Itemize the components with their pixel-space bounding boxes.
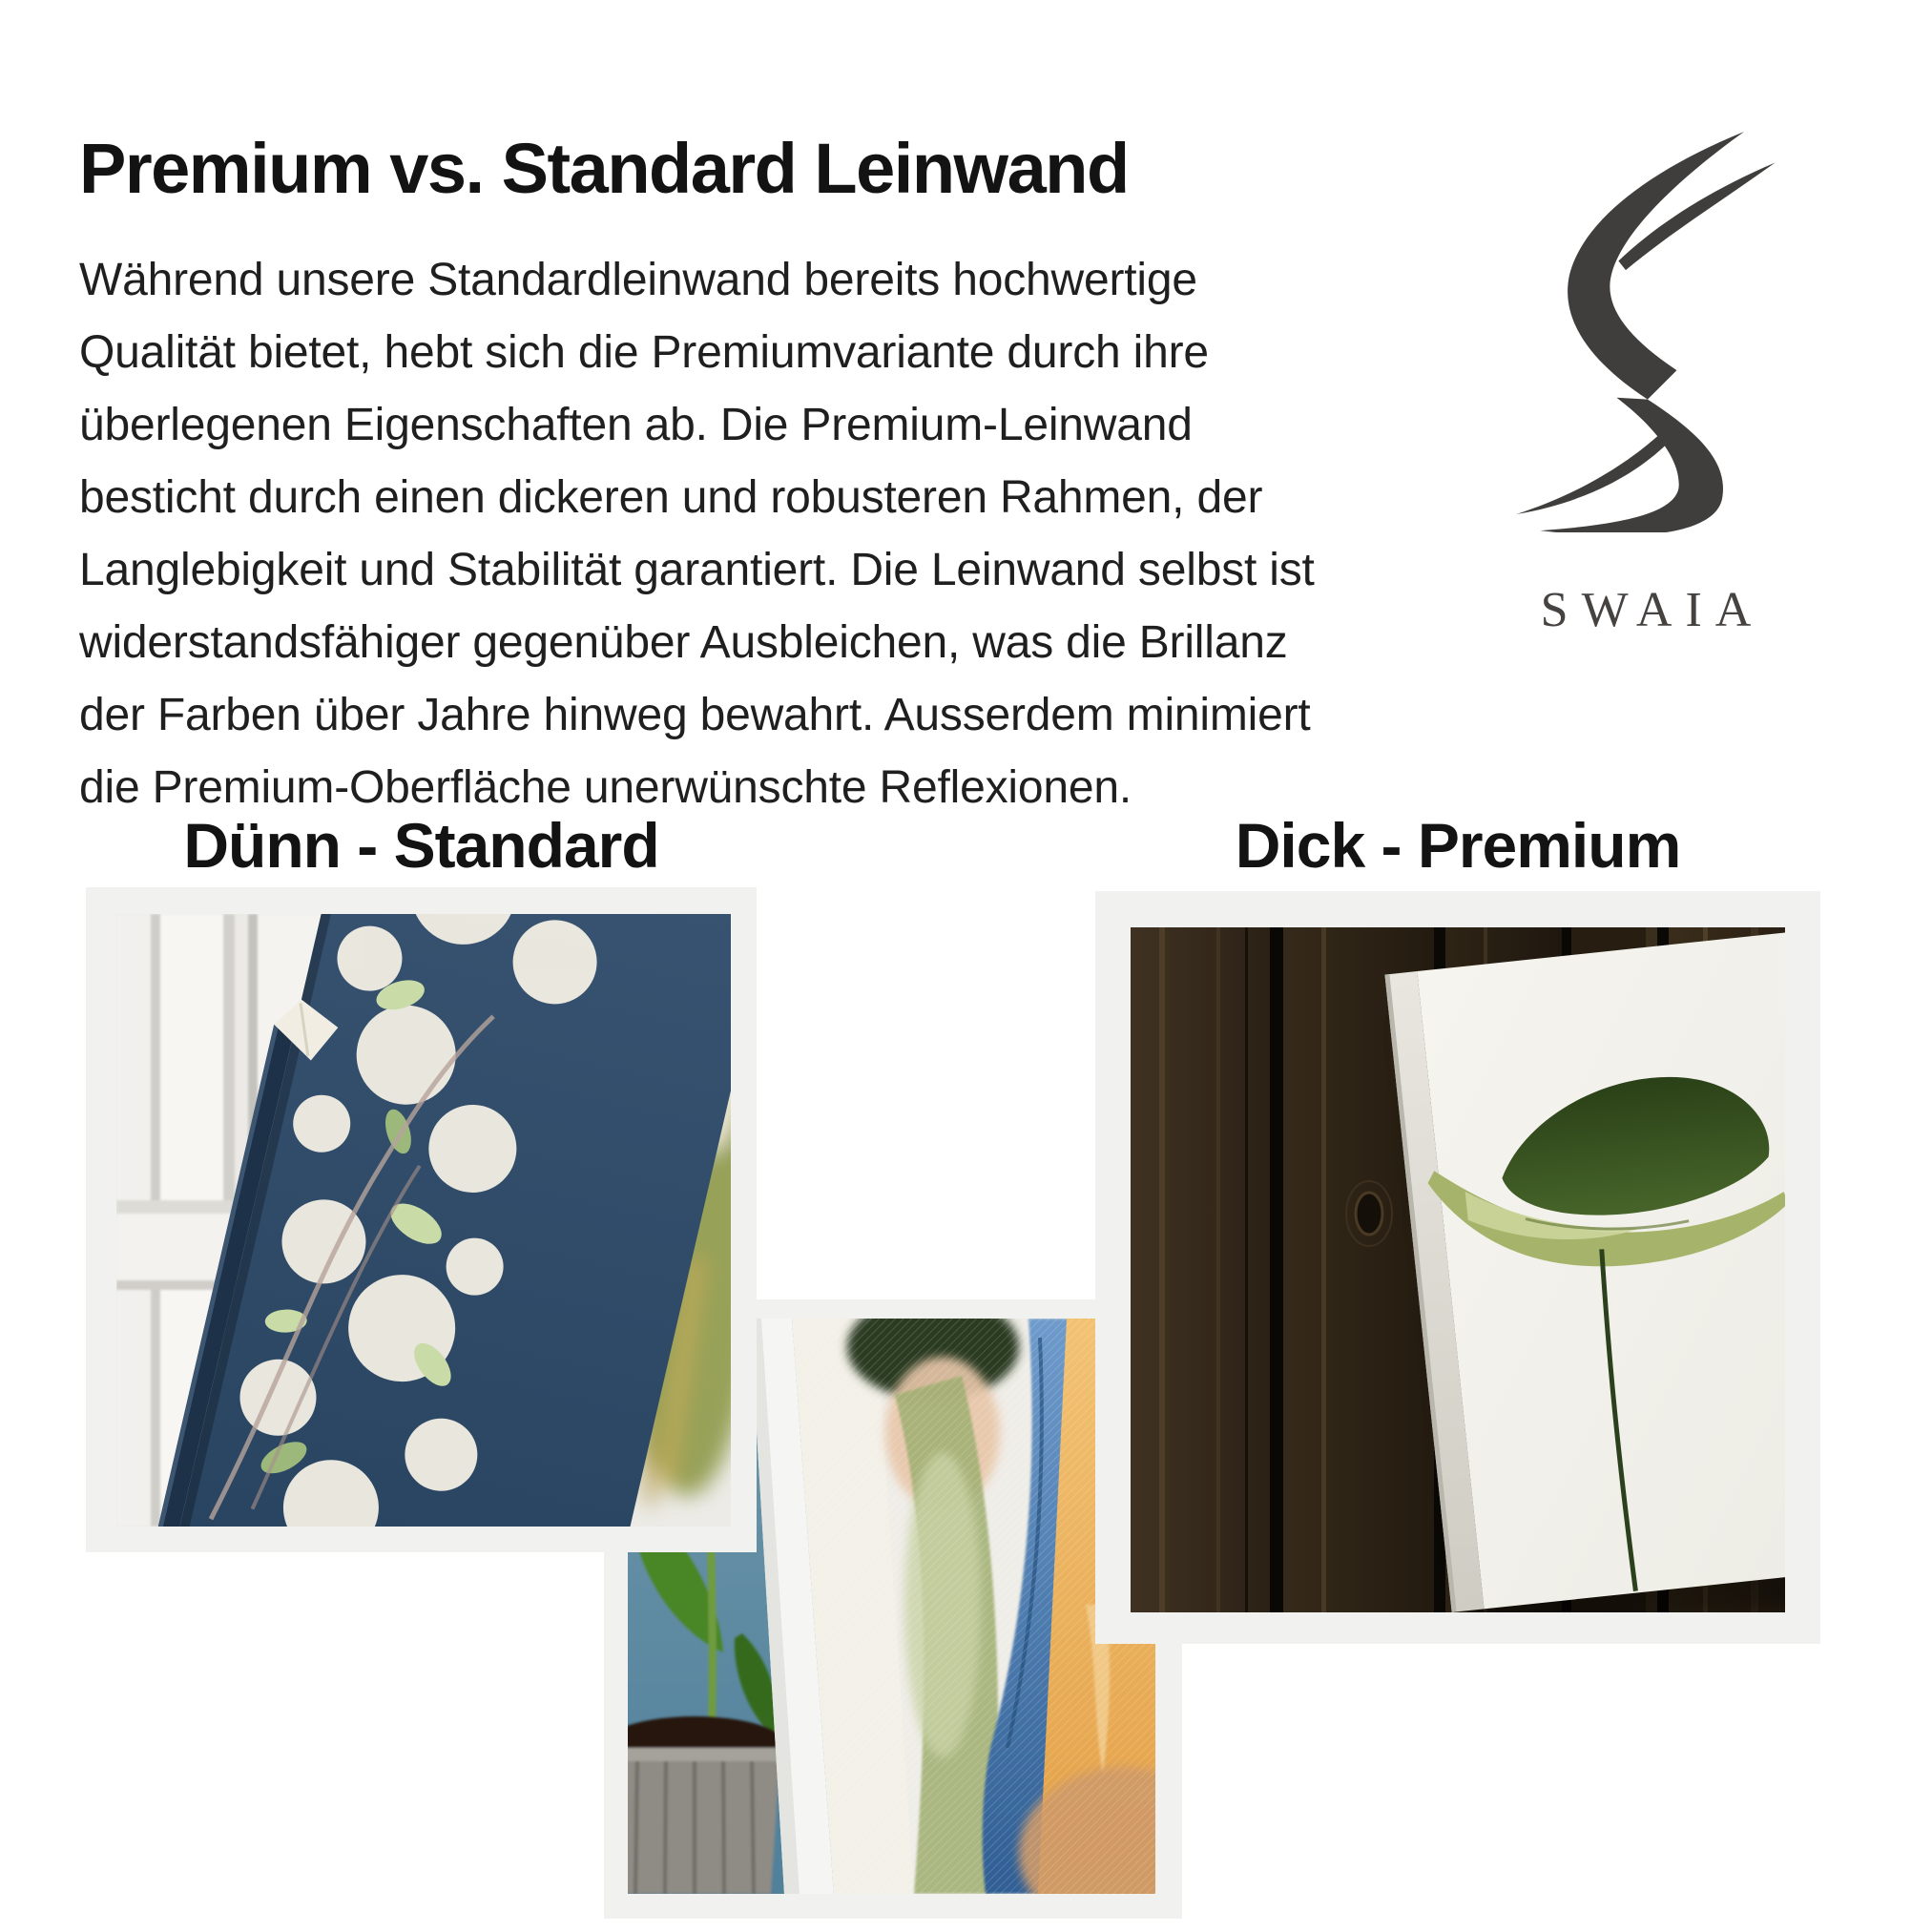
standard-label: Dünn - Standard [183,810,659,881]
thick-canvas [1384,928,1785,1612]
standard-canvas-photo [116,914,731,1527]
premium-label: Dick - Premium [1235,810,1681,881]
brand-name: SWAIA [1540,583,1765,637]
page-title: Premium vs. Standard Leinwand [79,128,1129,208]
plant-pot [628,1716,785,1894]
standard-card [86,887,757,1552]
swaia-s-icon [1488,132,1803,532]
brand-logo [1488,132,1803,638]
page-description: Während unsere Standardleinwand bereits hochwertige Qualität bietet, hebt sich die Premiumvariante durch ihre überlegenen Eigenschaften ab. Die Premium-Leinwand besticht durch einen dickeren und robusteren Rahmen, der Langlebigkeit und Stabilität garantiert. Die Leinwand selbst ist widerstandsfähiger gegenüber Ausbleichen, was die Brillanz der Farben über Jahre hinweg bewahrt. Ausserdem minimiert die Premium-Oberfläche unerwünschte Reflexionen. [79,255,1315,813]
premium-canvas-photo [1131,927,1785,1612]
premium-card [1095,891,1820,1644]
swaia-s-glyph [1516,132,1775,532]
